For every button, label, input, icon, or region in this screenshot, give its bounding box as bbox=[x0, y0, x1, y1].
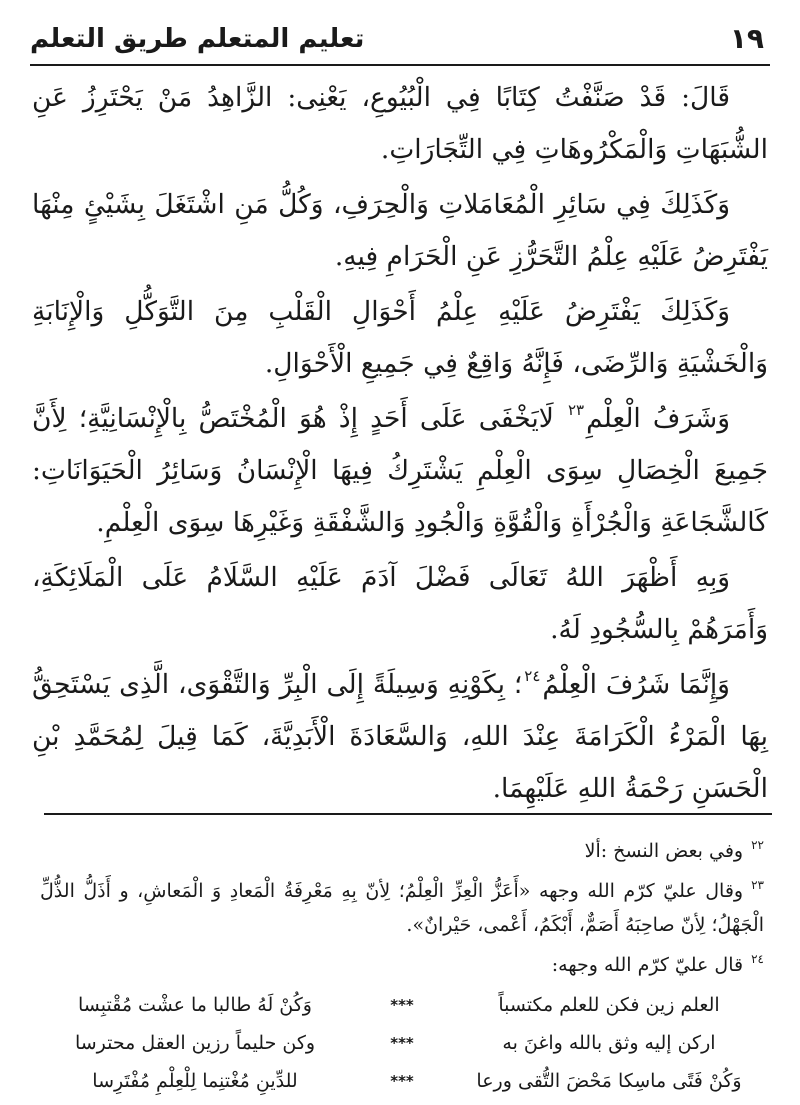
footnote-ref-24: ٢٤ bbox=[524, 667, 541, 685]
verse-first-hemistich: وَكُنْ فَتًى ماسِكا مَحْضَ التُّقى ورعا bbox=[476, 1070, 742, 1092]
poem-verse bbox=[40, 1024, 764, 1062]
paragraph-3: وَكَذَلِكَ يَفْتَرِضُ عَلَيْهِ عِلْمُ أَحْوَالِ الْقَلْبِ مِنَ التَّوَكُّلِ وَالْإِنَابَةِ وَالْخَشْيَةِ وَالرِّضَى، فَإِنَّهُ وَاقِعٌ فِي جَمِيعِ الْأَحْوَالِ. bbox=[32, 296, 768, 379]
footnote-separator bbox=[44, 813, 772, 815]
verse-separator: *** bbox=[390, 1034, 414, 1052]
paragraph-6-rest: ؛ بِكَوْنِهِ وَسِيلَةً إِلَى الْبِرِّ وَالتَّقْوَى، الَّذِى يَسْتَحِقُّ بِهَا الْمَرْءُ الْكَرَامَةَ عِنْدَ اللهِ، وَالسَّعَادَةَ الْأَبَدِيَّةَ، كَمَا قِيلَ لِمُحَمَّدِ بْنِ الْحَسَنِ رَحْمَةُ اللهِ عَلَيْهِمَا. bbox=[32, 669, 768, 804]
verse-second-hemistich: وكن حليماً رزين العقل محترسا bbox=[74, 1032, 316, 1054]
footnote-number: ٢٢ bbox=[751, 838, 764, 852]
running-header bbox=[30, 18, 770, 66]
footnote-text: قال عليّ كرّم الله وجهه: bbox=[551, 954, 744, 976]
verse-first-hemistich: العلم زين فكن للعلم مكتسباً bbox=[498, 994, 720, 1016]
paragraph-4 bbox=[32, 393, 768, 549]
verse-separator: *** bbox=[390, 1072, 414, 1090]
paragraph-4-rest: لَايَخْفَى عَلَى أَحَدٍ إِذْ هُوَ الْمُخْتَصُّ بِالْإِنْسَانِيَّةِ؛ لِأَنَّ جَمِيعَ الْخِصَالِ سِوَى الْعِلْمِ يَشْتَرِكُ فِيهَا الْإِنْسَانُ وَسَائِرُ الْحَيَوَانَاتِ: كَالشَّجَاعَةِ وَالْجُرْأَةِ وَالْقُوَّةِ وَالْجُودِ وَالشَّفْقَةِ وَغَيْرِهَا سِوَى الْعِلْمِ. bbox=[32, 403, 768, 538]
footnote-23 bbox=[40, 868, 764, 942]
poem bbox=[40, 986, 764, 1100]
paragraph-4-start: وَشَرَفُ الْعِلْمِ bbox=[586, 403, 730, 434]
footnote-22 bbox=[40, 828, 764, 868]
main-text bbox=[32, 72, 768, 818]
poem-verse bbox=[40, 986, 764, 1024]
verse-first-hemistich: اركن إليه وثق بالله واغنَ به bbox=[502, 1032, 716, 1054]
page-number: ١٩ bbox=[729, 22, 764, 55]
footnote-text: وفي بعض النسخ :ألا bbox=[584, 840, 744, 862]
paragraph-1: قَالَ: قَدْ صَنَّفْتُ كِتَابًا فِي الْبُيُوعِ، يَعْنِى: الزَّاهِدُ مَنْ يَحْتَرِزُ عَنِ الشُّبَهَاتِ وَالْمَكْرُوهَاتِ فِي التِّجَارَاتِ. bbox=[32, 82, 768, 165]
paragraph-2: وَكَذَلِكَ فِي سَائِرِ الْمُعَامَلاتِ وَالْحِرَفِ، وَكُلُّ مَنِ اشْتَغَلَ بِشَيْئٍ مِنْهَا يَفْتَرِضُ عَلَيْهِ عِلْمُ التَّحَرُّزِ عَنِ الْحَرَامِ فِيهِ. bbox=[32, 189, 768, 272]
paragraph-5: وَبِهِ أَظْهَرَ اللهُ تَعَالَى فَضْلَ آدَمَ عَلَيْهِ السَّلَامُ عَلَى الْمَلَائِكَةِ، وَأَمَرَهُمْ بِالسُّجُودِ لَهُ. bbox=[32, 562, 768, 645]
footnote-text: وقال عليّ كرّم الله وجهه «أَعَزُّ الْعِزِّ الْعِلْمُ؛ لِأنّ بِهِ مَعْرِفَةُ الْمَعادِ وَ الْمَعاشِ، و أَذَلُّ الذُّلِّ الْجَهْلُ؛ لِأنّ صاحِبَهُ أَصَمٌّ، أَبْكَمُ، أَعْمى، حَيْرانٌ». bbox=[40, 880, 764, 936]
paragraph-6-start: وَإِنَّمَا شَرُفَ الْعِلْمُ bbox=[542, 669, 730, 700]
paragraph-6 bbox=[32, 659, 768, 815]
verse-separator: *** bbox=[390, 996, 414, 1014]
footnote-number: ٢٤ bbox=[751, 952, 764, 966]
footnote-24 bbox=[40, 942, 764, 982]
poem-verse bbox=[40, 1062, 764, 1100]
verse-second-hemistich: وَكُنْ لَهُ طالبا ما عشْت مُقْتبِسا bbox=[78, 994, 312, 1016]
book-title: تعليم المتعلم طريق التعلم bbox=[30, 24, 365, 54]
verse-second-hemistich: للدِّينِ مُغْتنِما لِلْعِلْمِ مُفْتَرِسا bbox=[92, 1070, 298, 1092]
footnote-number: ٢٣ bbox=[751, 878, 764, 892]
footnote-ref-23: ٢٣ bbox=[568, 401, 585, 419]
footnotes bbox=[40, 828, 764, 1100]
